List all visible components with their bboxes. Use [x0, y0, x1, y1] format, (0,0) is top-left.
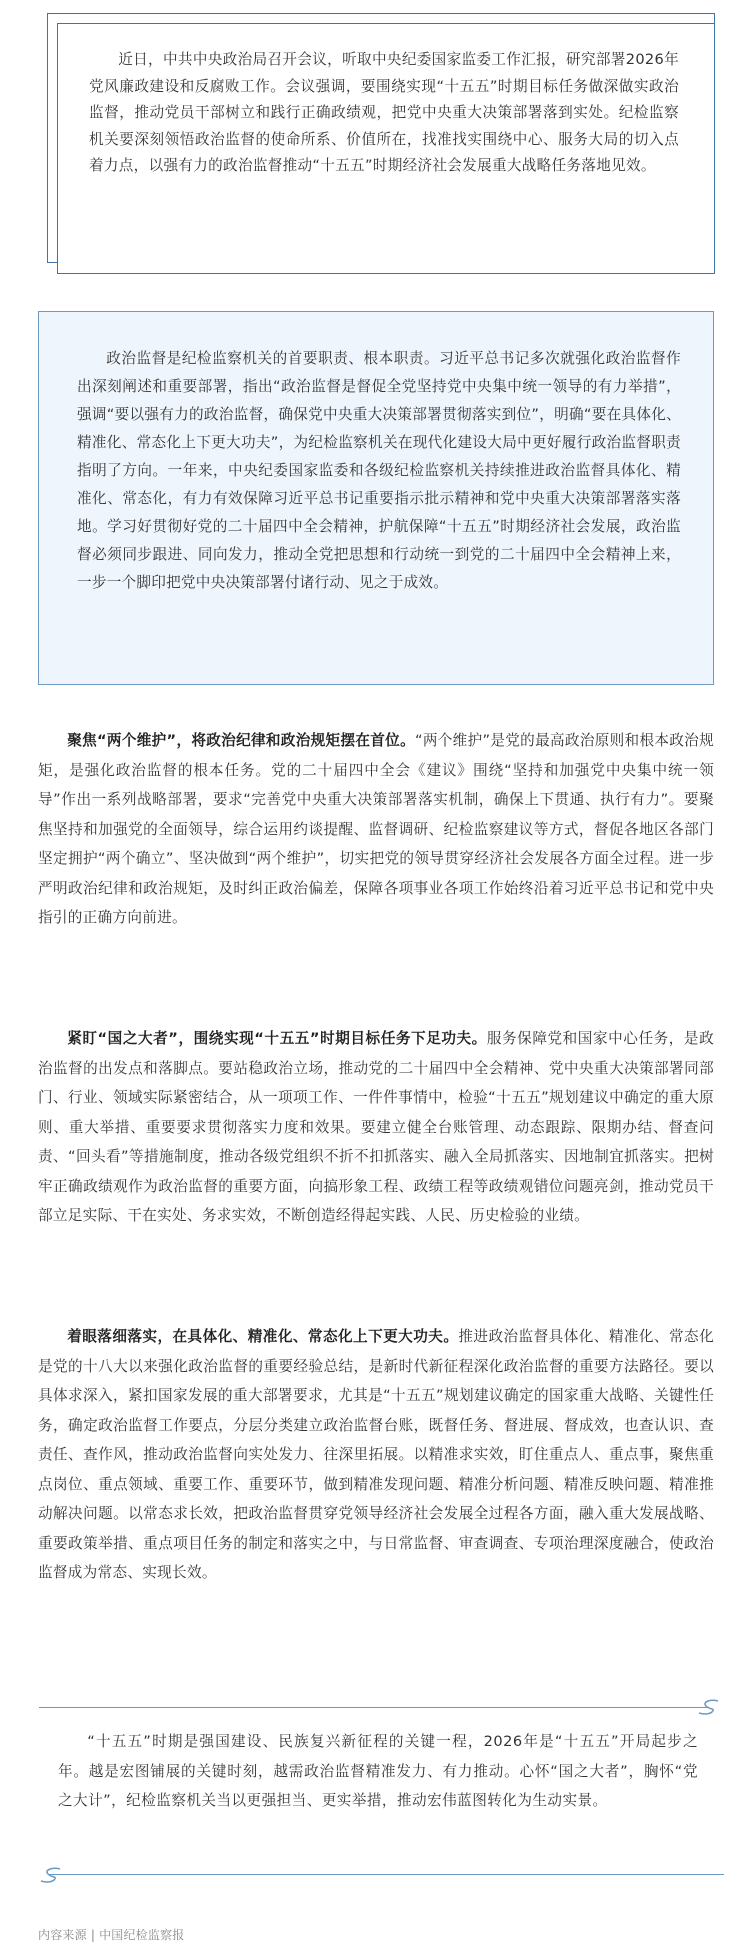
conclusion-top-divider — [39, 1707, 709, 1708]
section-paragraph-3 — [38, 1322, 714, 1588]
squiggle-ornament-icon — [696, 1697, 722, 1717]
section-heading-2: 紧盯“国之大者”，围绕实现“十五五”时期目标任务下足功夫。 — [67, 1030, 487, 1047]
section-body-1: “两个维护”是党的最高政治原则和根本政治规矩，是强化政治监督的根本任务。党的二十届四中全会《建议》围绕“坚持和加强党中央集中统一领导”作出一系列战略部署，要求“完善党中央重大决策部署落实机制，确保上下贯通、执行有力”。要聚焦坚持和加强党的全面领导，综合运用约谈提醒、监督调研、纪检监察建议等方式，督促各地区各部门坚定拥护“两个确立”、坚决做到“两个维护”，切实把党的领导贯穿经济社会发展各方面全过程。进一步严明政治纪律和政治规矩，及时纠正政治偏差，保障各项事业各项工作始终沿着习近平总书记和党中央指引的正确方向前进。 — [38, 732, 714, 926]
conclusion-text: “十五五”时期是强国建设、民族复兴新征程的关键一程，2026年是“十五五”开局起步之年。越是宏图铺展的关键时刻，越需政治监督精准发力、有力推动。心怀“国之大者”，胸怀“党之大计”，纪检监察机关当以更强担当、更实举措，推动宏伟蓝图转化为生动实景。 — [58, 1733, 698, 1809]
section-paragraph-2 — [38, 1024, 714, 1231]
squiggle-ornament-icon — [38, 1865, 64, 1885]
section-heading-3: 着眼落细落实，在具体化、精准化、常态化上下更大功夫。 — [67, 1328, 459, 1345]
section-paragraph-1 — [38, 726, 714, 933]
section-body-2: 服务保障党和国家中心任务，是政治监督的出发点和落脚点。要站稳政治立场，推动党的二十届四中全会精神、党中央重大决策部署同部门、行业、领域实际紧密结合，从一项项工作、一件件事情中，检验“十五五”规划建议中确定的重大原则、重大举措、重要要求贯彻落实力度和效果。要建立健全台账管理、动态跟踪、限期办结、督查问责、“回头看”等措施制度，推动各级党组织不折不扣抓落实、融入全局抓落实、因地制宜抓落实。把树牢正确政绩观作为政治监督的重要方面，向搞形象工程、政绩工程等政绩观错位问题亮剑，推动党员干部立足实际、干在实处、务求实效，不断创造经得起实践、人民、历史检验的业绩。 — [38, 1030, 714, 1224]
section-heading-1: 聚焦“两个维护”，将政治纪律和政治规矩摆在首位。 — [67, 732, 415, 749]
section-body-3: 推进政治监督具体化、精准化、常态化是党的十八大以来强化政治监督的重要经验总结，是新时代新征程深化政治监督的重要方法路径。要以具体求深入，紧扣国家发展的重大部署要求，尤其是“十五五”规划建议确定的国家重大战略、关键性任务，确定政治监督工作要点，分层分类建立政治监督台账，既督任务、督进展、督成效，也查认识、查责任、查作风，推动政治监督向实处发力、往深里拓展。以精准求实效，盯住重点人、重点事，聚焦重点岗位、重点领域、重要工作、重要环节，做到精准发现问题、精准分析问题、精准反映问题、精准推动解决问题。以常态求长效，把政治监督贯穿党领导经济社会发展全过程各方面，融入重大发展战略、重要政策举措、重点项目任务的制定和落实之中，与日常监督、审查调查、专项治理深度融合，使政治监督成为常态、实现长效。 — [38, 1328, 714, 1581]
intro-paragraph — [57, 23, 715, 274]
highlight-text: 政治监督是纪检监察机关的首要职责、根本职责。习近平总书记多次就强化政治监督作出深刻阐述和重要部署，指出“政治监督是督促全党坚持党中央集中统一领导的有力举措”，强调“要以强有力的政治监督，确保党中央重大决策部署贯彻落实到位”，明确“要在具体化、精准化、常态化上下更大功夫”，为纪检监察机关在现代化建设大局中更好履行政治监督职责指明了方向。一年来，中央纪委国家监委和各级纪检监察机关持续推进政治监督具体化、精准化、常态化，有力有效保障习近平总书记重要指示批示精神和党中央重大决策部署落实落地。学习好贯彻好党的二十届四中全会精神，护航保障“十五五”时期经济社会发展，政治监督必须同步跟进、同向发力，推动全党把思想和行动统一到党的二十届四中全会精神上来，一步一个脚印把党中央决策部署付诸行动、见之于成效。 — [77, 350, 681, 591]
conclusion-paragraph — [58, 1727, 698, 1816]
intro-text: 近日，中共中央政治局召开会议，听取中央纪委国家监委工作汇报，研究部署2026年党风廉政建设和反腐败工作。会议强调，要围绕实现“十五五”时期目标任务做深做实政治监督，推动党员干部树立和践行正确政绩观，把党中央重大决策部署落到实处。纪检监察机关要深刻领悟政治监督的使命所系、价值所在，找准找实围绕中心、服务大局的切入点着力点，以强有力的政治监督推动“十五五”时期经济社会发展重大战略任务落地见效。 — [89, 51, 679, 174]
highlight-box — [38, 311, 714, 685]
source-credit: 内容来源 | 中国纪检监察报 — [38, 1928, 185, 1942]
conclusion-bottom-divider — [48, 1874, 724, 1875]
